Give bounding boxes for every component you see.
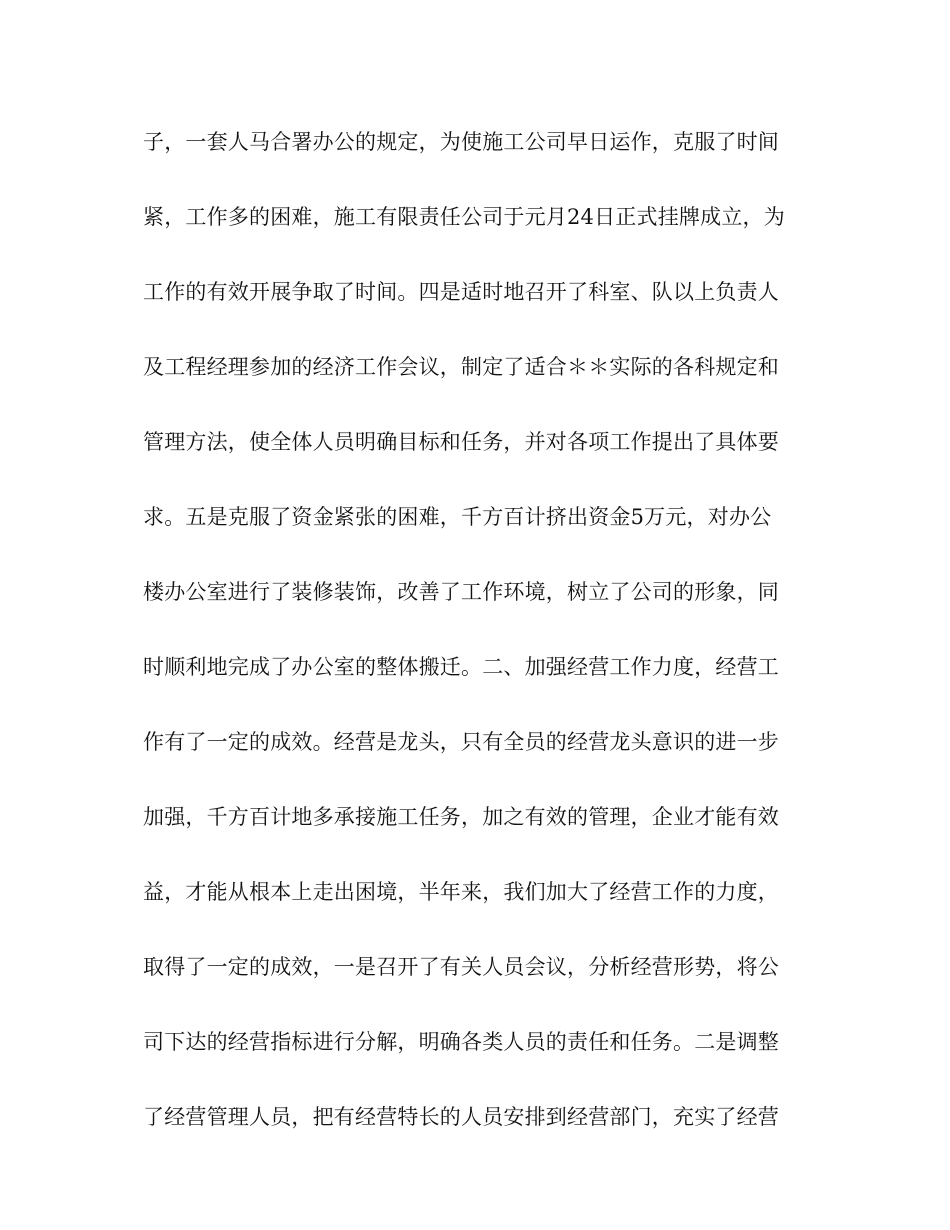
- text-line: 求。五是克服了资金紧张的困难，千方百计挤出资金5万元，对办公: [143, 505, 772, 529]
- text-line: 时顺利地完成了办公室的整体搬迁。二、加强经营工作力度，经营工: [143, 655, 779, 679]
- text-line: 加强，千方百计地多承接施工任务，加之有效的管理，企业才能有效: [143, 805, 779, 829]
- text-line: 楼办公室进行了装修装饰，改善了工作环境，树立了公司的形象，同: [143, 580, 779, 604]
- text-line: 子，一套人马合署办公的规定，为使施工公司早日运作，克服了时间: [143, 130, 779, 154]
- text-line: 取得了一定的成效，一是召开了有关人员会议，分析经营形势，将公: [143, 955, 779, 979]
- text-line: 益，才能从根本上走出困境，半年来，我们加大了经营工作的力度，: [143, 880, 779, 904]
- text-line: 了经营管理人员，把有经营特长的人员安排到经营部门，充实了经营: [143, 1105, 779, 1129]
- text-line: 紧，工作多的困难，施工有限责任公司于元月24日正式挂牌成立，为: [143, 205, 785, 229]
- text-line: 管理方法，使全体人员明确目标和任务，并对各项工作提出了具体要: [143, 430, 779, 454]
- text-line: 工作的有效开展争取了时间。四是适时地召开了科室、队以上负责人: [143, 280, 779, 304]
- text-line: 及工程经理参加的经济工作会议，制定了适合＊＊实际的各科规定和: [143, 355, 779, 379]
- text-line: 作有了一定的成效。经营是龙头，只有全员的经营龙头意识的进一步: [143, 730, 779, 754]
- text-line: 司下达的经营指标进行分解，明确各类人员的责任和任务。二是调整: [143, 1030, 779, 1054]
